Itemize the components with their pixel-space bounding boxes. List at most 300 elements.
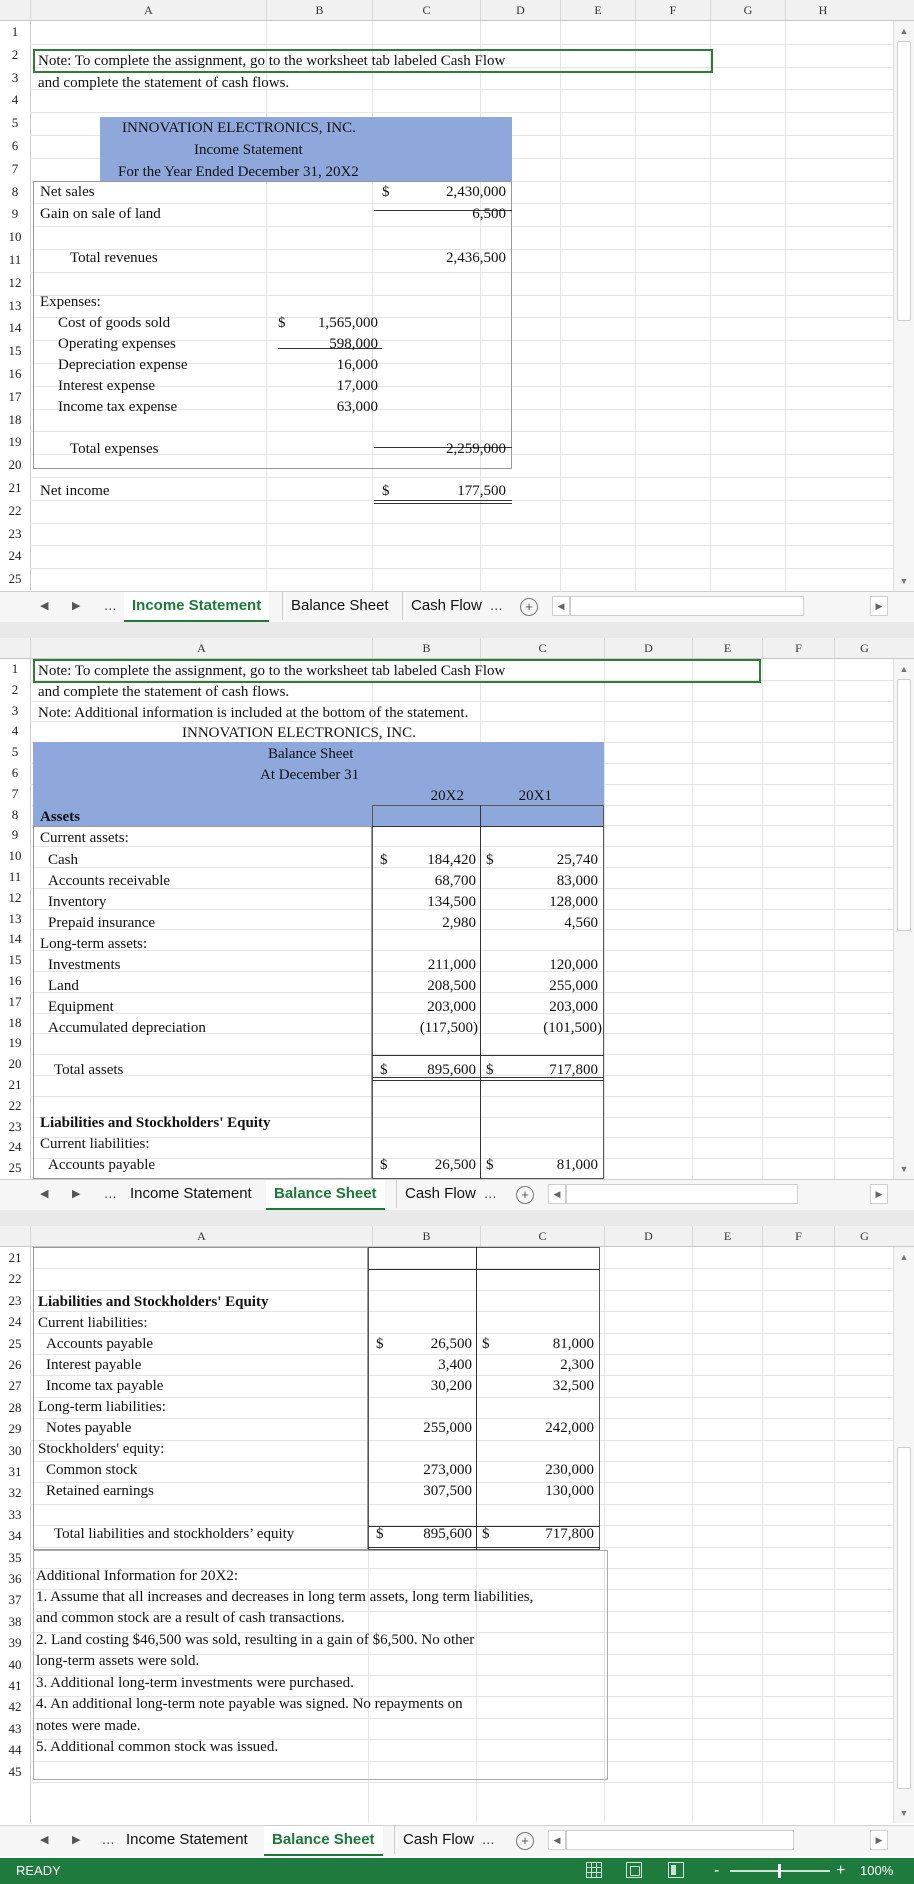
- gridline: [30, 477, 894, 478]
- value-columns-border: [368, 1247, 600, 1550]
- column-header-d[interactable]: D: [604, 638, 692, 658]
- row-header[interactable]: 1: [11, 24, 19, 39]
- value-depreciation[interactable]: 16,000: [336, 357, 378, 373]
- value-ap-20x2[interactable]: 26,500: [434, 1157, 476, 1173]
- row-header[interactable]: 6: [11, 138, 19, 153]
- dollar-sign: $: [380, 1157, 388, 1173]
- value-ap-20x2[interactable]: 26,500: [430, 1336, 472, 1352]
- statement-title[interactable]: Balance Sheet: [268, 746, 354, 762]
- row-header[interactable]: 22: [8, 1271, 22, 1287]
- label-land[interactable]: Land: [48, 978, 79, 994]
- tab-overflow-left[interactable]: ...: [104, 597, 117, 614]
- column-header-g[interactable]: G: [710, 0, 785, 20]
- value-ip-20x1[interactable]: 2,300: [560, 1357, 594, 1373]
- row-header[interactable]: 5: [11, 115, 19, 131]
- column-header-row: [0, 0, 914, 21]
- company-name[interactable]: INNOVATION ELECTRONICS, INC.: [182, 725, 416, 741]
- value-ar-20x1[interactable]: 83,000: [556, 873, 598, 889]
- row-header[interactable]: 11: [8, 252, 22, 267]
- zoom-out-icon[interactable]: -: [714, 1862, 720, 1879]
- gridline: [30, 112, 894, 113]
- column-header-row: [0, 638, 914, 659]
- dollar-sign: $: [486, 852, 494, 868]
- row-header[interactable]: 27: [8, 1378, 22, 1394]
- additional-info-title[interactable]: Additional Information for 20X2:: [36, 1568, 239, 1584]
- horizontal-scrollbar[interactable]: [566, 1830, 794, 1850]
- page-layout-view-icon[interactable]: [626, 1862, 642, 1878]
- hscroll-left-icon[interactable]: ◀: [552, 596, 570, 616]
- row-header[interactable]: 13: [8, 910, 22, 926]
- prev-sheet-icon[interactable]: ◀: [40, 1834, 49, 1846]
- gridline: [30, 568, 894, 569]
- row-header[interactable]: 19: [8, 434, 22, 450]
- border-line: [374, 503, 512, 504]
- column-header-e[interactable]: E: [692, 1226, 762, 1246]
- row-header[interactable]: 17: [8, 993, 22, 1009]
- gridline: [635, 21, 636, 591]
- gridline: [30, 44, 894, 45]
- value-cs-20x1[interactable]: 230,000: [545, 1462, 594, 1478]
- value-cs-20x2[interactable]: 273,000: [423, 1462, 472, 1478]
- label-current-liabilities[interactable]: Current liabilities:: [38, 1315, 148, 1331]
- label-interest[interactable]: Interest expense: [58, 378, 156, 394]
- dollar-sign: $: [380, 1062, 388, 1078]
- dollar-sign: $: [278, 315, 286, 331]
- row-header[interactable]: 14: [8, 320, 22, 336]
- gridline: [560, 21, 561, 591]
- value-ap-20x1[interactable]: 81,000: [552, 1336, 594, 1352]
- value-np-20x1[interactable]: 242,000: [545, 1420, 594, 1436]
- column-header-f[interactable]: F: [635, 0, 710, 20]
- row-header[interactable]: 23: [8, 525, 22, 541]
- additional-info-1b[interactable]: and common stock are a result of cash transactions.: [36, 1610, 345, 1626]
- label-notes-payable[interactable]: Notes payable: [46, 1420, 132, 1436]
- row-header[interactable]: 15: [8, 343, 22, 359]
- label-income-tax[interactable]: Income tax expense: [58, 399, 178, 415]
- vertical-scrollbar[interactable]: [893, 21, 914, 591]
- add-sheet-icon[interactable]: +: [520, 598, 538, 616]
- row-header[interactable]: 22: [8, 1097, 22, 1113]
- label-liabilities-equity[interactable]: Liabilities and Stockholders' Equity: [38, 1294, 269, 1310]
- year-20x1[interactable]: 20X1: [518, 788, 552, 804]
- next-sheet-icon[interactable]: ▶: [72, 1188, 81, 1200]
- value-income-tax[interactable]: 63,000: [336, 399, 378, 415]
- row-header[interactable]: 24: [8, 1314, 22, 1330]
- sheet-tab-bar: [0, 1179, 914, 1210]
- label-net-sales[interactable]: Net sales: [40, 184, 95, 200]
- row-header[interactable]: 15: [8, 952, 22, 968]
- column-header-h[interactable]: H: [785, 0, 860, 20]
- cell-grid[interactable]: [30, 21, 894, 591]
- value-gain[interactable]: 6,500: [472, 206, 506, 222]
- row-header[interactable]: 40: [8, 1656, 22, 1672]
- row-header[interactable]: 1: [11, 661, 19, 676]
- label-investments[interactable]: Investments: [48, 957, 121, 973]
- company-name[interactable]: INNOVATION ELECTRONICS, INC.: [122, 120, 356, 136]
- label-inventory[interactable]: Inventory: [48, 894, 107, 910]
- label-accounts-receivable[interactable]: Accounts receivable: [48, 873, 171, 889]
- tab-cash-flow[interactable]: Cash Flow: [396, 1180, 484, 1208]
- row-header[interactable]: 14: [8, 931, 22, 947]
- row-header[interactable]: 25: [8, 571, 22, 587]
- value-ap-20x1[interactable]: 81,000: [556, 1157, 598, 1173]
- value-itp-20x2[interactable]: 30,200: [430, 1378, 472, 1394]
- column-header-g[interactable]: G: [834, 1226, 894, 1246]
- note-line-2[interactable]: and complete the statement of cash flows.: [38, 75, 290, 91]
- label-assets[interactable]: Assets: [40, 809, 80, 825]
- label-long-term-assets[interactable]: Long-term assets:: [40, 936, 148, 952]
- value-cash-20x1[interactable]: 25,740: [556, 852, 598, 868]
- note-line-1[interactable]: Note: To complete the assignment, go to the worksheet tab labeled Cash Flow: [38, 53, 506, 69]
- year-20x2[interactable]: 20X2: [430, 788, 464, 804]
- value-interest[interactable]: 17,000: [336, 378, 378, 394]
- row-header[interactable]: 23: [8, 1118, 22, 1134]
- value-ar-20x2[interactable]: 68,700: [434, 873, 476, 889]
- add-sheet-icon[interactable]: +: [516, 1832, 534, 1850]
- label-long-term-liabilities[interactable]: Long-term liabilities:: [38, 1399, 166, 1415]
- gridline: [785, 21, 786, 591]
- border-line: [368, 1547, 600, 1548]
- value-tlse-20x2[interactable]: 895,600: [423, 1526, 472, 1542]
- row-header[interactable]: 38: [8, 1613, 22, 1629]
- row-header[interactable]: 21: [8, 1077, 22, 1092]
- horizontal-scrollbar[interactable]: [566, 1184, 798, 1204]
- row-header[interactable]: 16: [8, 366, 22, 381]
- column-header-a[interactable]: A: [30, 638, 372, 658]
- tab-cash-flow[interactable]: Cash Flow: [394, 1826, 482, 1854]
- zoom-in-icon[interactable]: +: [836, 1862, 846, 1879]
- row-header[interactable]: 7: [11, 785, 19, 801]
- sheet-tab-bar: [0, 591, 914, 622]
- scroll-down-icon[interactable]: ▼: [899, 1164, 909, 1174]
- label-accounts-payable[interactable]: Accounts payable: [46, 1336, 154, 1352]
- scroll-up-icon[interactable]: ▲: [899, 1252, 909, 1262]
- row-header[interactable]: 20: [8, 1056, 22, 1072]
- dollar-sign: $: [376, 1526, 384, 1542]
- next-sheet-icon[interactable]: ▶: [72, 600, 81, 612]
- column-header-g[interactable]: G: [834, 638, 894, 658]
- hscroll-right-icon[interactable]: ▶: [870, 1830, 888, 1850]
- value-prepaid-20x2[interactable]: 2,980: [442, 915, 476, 931]
- additional-info-2a[interactable]: 2. Land costing $46,500 was sold, resulting in a gain of $6,500. No other: [36, 1632, 475, 1648]
- additional-info-1a[interactable]: 1. Assume that all increases and decreases in long term assets, long term liabilities,: [36, 1589, 534, 1605]
- statement-title[interactable]: Income Statement: [194, 142, 303, 158]
- label-current-assets[interactable]: Current assets:: [40, 830, 129, 846]
- income-statement-pane: [0, 0, 914, 622]
- column-header-f[interactable]: F: [762, 638, 834, 658]
- gridline: [692, 659, 693, 1179]
- row-header[interactable]: 17: [8, 388, 22, 404]
- value-itp-20x1[interactable]: 32,500: [552, 1378, 594, 1394]
- scroll-up-icon[interactable]: ▲: [899, 26, 909, 36]
- row-header[interactable]: 30: [8, 1442, 22, 1458]
- next-sheet-icon[interactable]: ▶: [72, 1834, 81, 1846]
- border-line: [372, 1080, 604, 1081]
- dollar-sign: $: [486, 1157, 494, 1173]
- additional-info-5[interactable]: 5. Additional common stock was issued.: [36, 1739, 279, 1755]
- row-header[interactable]: 44: [8, 1742, 22, 1758]
- label-prepaid-insurance[interactable]: Prepaid insurance: [48, 915, 156, 931]
- label-accounts-payable[interactable]: Accounts payable: [48, 1157, 156, 1173]
- value-net-income[interactable]: 177,500: [457, 483, 506, 499]
- additional-info-2b[interactable]: long-term assets were sold.: [36, 1653, 200, 1669]
- column-header-e[interactable]: E: [692, 638, 762, 658]
- tab-balance-sheet[interactable]: Balance Sheet: [266, 1180, 385, 1210]
- row-header[interactable]: 20: [8, 457, 22, 473]
- label-equipment[interactable]: Equipment: [48, 999, 114, 1015]
- row-header[interactable]: 18: [8, 411, 22, 427]
- column-header-b[interactable]: B: [266, 0, 372, 20]
- add-sheet-icon[interactable]: +: [516, 1186, 534, 1204]
- label-current-liabilities[interactable]: Current liabilities:: [40, 1136, 150, 1152]
- column-header-c[interactable]: C: [480, 638, 604, 658]
- row-header[interactable]: 24: [8, 1139, 22, 1155]
- value-total-revenues[interactable]: 2,436,500: [446, 250, 506, 266]
- row-header[interactable]: 24: [8, 548, 22, 564]
- value-equipment-20x1[interactable]: 203,000: [549, 999, 598, 1015]
- label-accumulated-depreciation[interactable]: Accumulated depreciation: [48, 1020, 206, 1036]
- row-header[interactable]: 43: [8, 1720, 22, 1736]
- row-header[interactable]: 33: [8, 1506, 22, 1522]
- border-line: [476, 1247, 477, 1550]
- tab-income-statement[interactable]: Income Statement: [124, 592, 269, 622]
- value-cash-20x2[interactable]: 184,420: [427, 852, 476, 868]
- tab-overflow-left[interactable]: ...: [104, 1185, 117, 1202]
- dollar-sign: $: [382, 184, 390, 200]
- row-header[interactable]: 12: [8, 274, 22, 290]
- column-header-c[interactable]: C: [372, 0, 480, 20]
- value-total-assets-20x2[interactable]: 895,600: [427, 1062, 476, 1078]
- tab-overflow-right[interactable]: ...: [490, 597, 503, 614]
- row-header[interactable]: 10: [8, 848, 22, 864]
- row-header[interactable]: 37: [8, 1592, 22, 1608]
- row-header[interactable]: 3: [11, 702, 19, 718]
- scroll-up-icon[interactable]: ▲: [899, 664, 909, 674]
- page-break-view-icon[interactable]: [668, 1862, 684, 1878]
- value-total-expenses[interactable]: 2,259,000: [446, 441, 506, 457]
- label-total-liabilities-equity[interactable]: Total liabilities and stockholders’ equity: [54, 1526, 295, 1542]
- label-total-expenses[interactable]: Total expenses: [70, 441, 159, 457]
- horizontal-scrollbar[interactable]: [570, 596, 804, 616]
- tab-overflow-left[interactable]: ...: [102, 1831, 115, 1848]
- row-header[interactable]: 10: [8, 229, 22, 245]
- tab-balance-sheet[interactable]: Balance Sheet: [264, 1826, 383, 1856]
- row-header[interactable]: 41: [8, 1678, 22, 1693]
- tab-cash-flow[interactable]: Cash Flow: [402, 592, 490, 620]
- value-np-20x2[interactable]: 255,000: [423, 1420, 472, 1436]
- border-line: [372, 1055, 604, 1056]
- row-header[interactable]: 26: [8, 1357, 22, 1372]
- row-header[interactable]: 9: [11, 206, 19, 222]
- additional-info-3[interactable]: 3. Additional long-term investments were purchased.: [36, 1675, 354, 1691]
- column-header-b[interactable]: B: [372, 638, 480, 658]
- gridline: [604, 659, 605, 1179]
- row-header[interactable]: 25: [8, 1335, 22, 1351]
- sheet-tab-bar: [0, 1825, 914, 1856]
- cell-grid[interactable]: [30, 659, 894, 1179]
- value-accdep-20x1[interactable]: (101,500): [543, 1020, 602, 1036]
- row-header-column: [0, 21, 31, 591]
- additional-info-4b[interactable]: notes were made.: [36, 1718, 141, 1734]
- label-net-income[interactable]: Net income: [40, 483, 110, 499]
- label-common-stock[interactable]: Common stock: [46, 1462, 138, 1478]
- label-gain[interactable]: Gain on sale of land: [40, 206, 161, 222]
- label-interest-payable[interactable]: Interest payable: [46, 1357, 142, 1373]
- row-header[interactable]: 22: [8, 502, 22, 518]
- hscroll-left-icon[interactable]: ◀: [548, 1184, 566, 1204]
- value-re-20x1[interactable]: 130,000: [545, 1483, 594, 1499]
- value-re-20x2[interactable]: 307,500: [423, 1483, 472, 1499]
- row-header[interactable]: 8: [11, 806, 19, 822]
- label-depreciation[interactable]: Depreciation expense: [58, 357, 188, 373]
- scroll-thumb[interactable]: [897, 41, 911, 321]
- zoom-level[interactable]: 100%: [860, 1863, 894, 1878]
- tab-balance-sheet[interactable]: Balance Sheet: [282, 592, 397, 620]
- note-line-2[interactable]: and complete the statement of cash flows.: [38, 684, 290, 700]
- hscroll-right-icon[interactable]: ▶: [870, 596, 888, 616]
- label-cash[interactable]: Cash: [48, 852, 78, 868]
- column-header-d[interactable]: D: [604, 1226, 692, 1246]
- row-header[interactable]: 21: [8, 1250, 22, 1265]
- hscroll-right-icon[interactable]: ▶: [870, 1184, 888, 1204]
- gridline: [30, 1782, 894, 1783]
- label-stockholders-equity[interactable]: Stockholders' equity:: [38, 1441, 165, 1457]
- value-accdep-20x2[interactable]: (117,500): [419, 1020, 478, 1036]
- label-total-assets[interactable]: Total assets: [54, 1062, 124, 1078]
- row-header[interactable]: 36: [8, 1571, 22, 1586]
- dollar-sign: $: [382, 483, 390, 499]
- cell-grid[interactable]: [30, 1247, 894, 1823]
- dollar-sign: $: [486, 1062, 494, 1078]
- value-inventory-20x2[interactable]: 134,500: [427, 894, 476, 910]
- label-income-tax-payable[interactable]: Income tax payable: [46, 1378, 164, 1394]
- dollar-sign: $: [380, 852, 388, 868]
- row-header[interactable]: 11: [8, 869, 22, 884]
- column-header-a[interactable]: A: [30, 0, 266, 20]
- row-header[interactable]: 21: [8, 480, 22, 495]
- zoom-slider-handle[interactable]: [778, 1864, 781, 1878]
- column-header-a[interactable]: A: [30, 1226, 372, 1246]
- label-expenses[interactable]: Expenses:: [40, 294, 101, 310]
- row-header[interactable]: 23: [8, 1292, 22, 1308]
- row-header[interactable]: 4: [11, 92, 19, 108]
- label-total-revenues[interactable]: Total revenues: [70, 250, 158, 266]
- column-header-row: [0, 1226, 914, 1247]
- column-header-d[interactable]: D: [480, 0, 560, 20]
- gridline: [762, 659, 763, 1179]
- value-equipment-20x2[interactable]: 203,000: [427, 999, 476, 1015]
- row-header[interactable]: 31: [8, 1464, 22, 1479]
- value-prepaid-20x1[interactable]: 4,560: [564, 915, 598, 931]
- label-operating-expenses[interactable]: Operating expenses: [58, 336, 176, 352]
- row-header[interactable]: 3: [11, 69, 19, 85]
- row-header[interactable]: 34: [8, 1528, 22, 1544]
- row-header[interactable]: 6: [11, 765, 19, 780]
- hscroll-left-icon[interactable]: ◀: [548, 1830, 566, 1850]
- row-header[interactable]: 45: [8, 1763, 22, 1779]
- label-retained-earnings[interactable]: Retained earnings: [46, 1483, 154, 1499]
- row-header[interactable]: 2: [11, 681, 19, 697]
- row-header[interactable]: 9: [11, 827, 19, 843]
- row-header[interactable]: 32: [8, 1485, 22, 1501]
- gridline: [30, 523, 894, 524]
- prev-sheet-icon[interactable]: ◀: [40, 1188, 49, 1200]
- column-header-f[interactable]: F: [762, 1226, 834, 1246]
- row-header[interactable]: 25: [8, 1160, 22, 1176]
- row-header-column: [0, 659, 31, 1179]
- row-header[interactable]: 8: [11, 183, 19, 199]
- scroll-thumb[interactable]: [897, 1447, 911, 1789]
- dollar-sign: $: [482, 1526, 490, 1542]
- value-tlse-20x1[interactable]: 717,800: [545, 1526, 594, 1542]
- statement-date[interactable]: At December 31: [260, 767, 360, 783]
- row-header[interactable]: 4: [11, 723, 19, 739]
- tab-overflow-right[interactable]: ...: [482, 1831, 495, 1848]
- column-header-c[interactable]: C: [480, 1226, 604, 1246]
- label-liabilities-equity[interactable]: Liabilities and Stockholders' Equity: [40, 1115, 271, 1131]
- prev-sheet-icon[interactable]: ◀: [40, 600, 49, 612]
- row-header[interactable]: 42: [8, 1699, 22, 1715]
- normal-view-icon[interactable]: [586, 1862, 602, 1878]
- row-header[interactable]: 7: [11, 160, 19, 176]
- row-header[interactable]: 2: [11, 46, 19, 62]
- row-header[interactable]: 12: [8, 889, 22, 905]
- row-header[interactable]: 35: [8, 1549, 22, 1565]
- border-line: [368, 1269, 600, 1270]
- label-cogs[interactable]: Cost of goods sold: [58, 315, 171, 331]
- row-header[interactable]: 13: [8, 297, 22, 313]
- value-investments-20x2[interactable]: 211,000: [427, 957, 476, 973]
- tab-income-statement[interactable]: Income Statement: [126, 1831, 248, 1848]
- note-line-1[interactable]: Note: To complete the assignment, go to the worksheet tab labeled Cash Flow: [38, 663, 506, 679]
- row-header[interactable]: 28: [8, 1399, 22, 1415]
- value-land-20x1[interactable]: 255,000: [549, 978, 598, 994]
- value-investments-20x1[interactable]: 120,000: [549, 957, 598, 973]
- row-header[interactable]: 16: [8, 973, 22, 988]
- vertical-scrollbar[interactable]: [893, 659, 914, 1179]
- note-line-3[interactable]: Note: Additional information is included at the bottom of the statement.: [38, 705, 469, 721]
- row-header-column: [0, 1247, 31, 1823]
- column-header-e[interactable]: E: [560, 0, 635, 20]
- row-header[interactable]: 29: [8, 1421, 22, 1437]
- statement-period[interactable]: For the Year Ended December 31, 20X2: [118, 164, 359, 180]
- additional-info-4a[interactable]: 4. An additional long-term note payable was signed. No repayments on: [36, 1696, 463, 1712]
- value-operating-expenses[interactable]: 598,000: [329, 336, 378, 352]
- border-line: [372, 826, 604, 827]
- row-header[interactable]: 39: [8, 1635, 22, 1651]
- vertical-scrollbar[interactable]: [893, 1247, 914, 1823]
- dollar-sign: $: [376, 1336, 384, 1352]
- value-inventory-20x1[interactable]: 128,000: [549, 894, 598, 910]
- row-header[interactable]: 18: [8, 1014, 22, 1030]
- scroll-down-icon[interactable]: ▼: [899, 576, 909, 586]
- value-cogs[interactable]: 1,565,000: [318, 315, 378, 331]
- row-header[interactable]: 5: [11, 744, 19, 760]
- status-ready: READY: [16, 1863, 61, 1878]
- scroll-thumb[interactable]: [897, 679, 911, 931]
- tab-overflow-right[interactable]: ...: [484, 1185, 497, 1202]
- value-net-sales[interactable]: 2,430,000: [446, 184, 506, 200]
- value-ip-20x2[interactable]: 3,400: [438, 1357, 472, 1373]
- gridline: [834, 659, 835, 1179]
- value-total-assets-20x1[interactable]: 717,800: [549, 1062, 598, 1078]
- tab-income-statement[interactable]: Income Statement: [130, 1185, 252, 1202]
- value-land-20x2[interactable]: 208,500: [427, 978, 476, 994]
- row-header[interactable]: 19: [8, 1035, 22, 1051]
- scroll-down-icon[interactable]: ▼: [899, 1808, 909, 1818]
- gridline: [30, 545, 894, 546]
- column-header-b[interactable]: B: [372, 1226, 480, 1246]
